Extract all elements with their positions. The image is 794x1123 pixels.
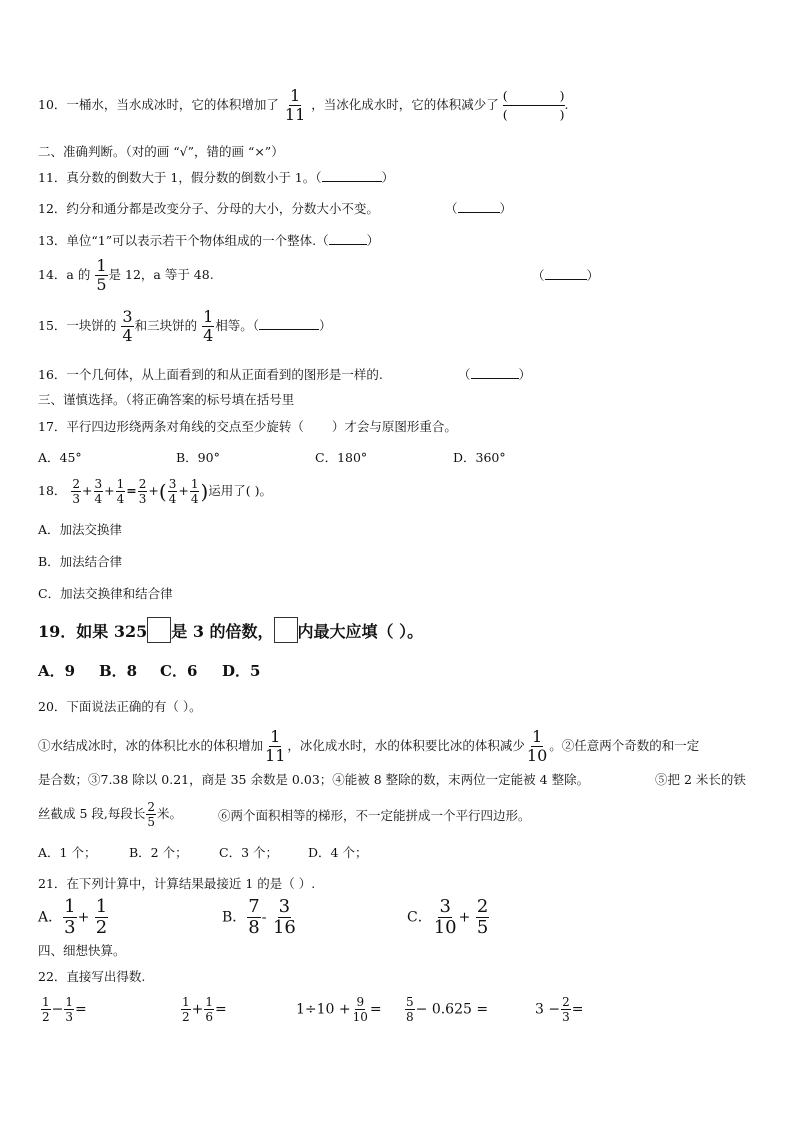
answer-blank-fraction[interactable]: $\frac{( )}{( )}$ bbox=[502, 88, 565, 122]
expression-5: 3 − $\frac{2}{3}$ = bbox=[535, 995, 584, 1024]
option-c[interactable]: C．6 bbox=[160, 662, 198, 680]
question-14: 14．a 的 $\frac{1}{5}$ 是 12，a 等于 48. bbox=[38, 256, 214, 294]
option-a[interactable]: A．加法交换律 bbox=[38, 522, 123, 537]
question-10: 10．一桶水，当水成冰时，它的体积增加了 $\frac{1}{11}$ ，当冰化成水时，它的体积减少了 $\frac{( )}{( )}$ . bbox=[38, 86, 569, 124]
option-d[interactable]: D．4 个； bbox=[308, 845, 368, 860]
option-a[interactable]: A．9 bbox=[38, 662, 76, 680]
question-14-answer: （ ） bbox=[532, 268, 600, 283]
option-b[interactable]: B．90° bbox=[176, 450, 220, 465]
question-20: 20．下面说法正确的有（ ）。 bbox=[38, 699, 202, 714]
fraction: $\frac{3}{4}$ bbox=[122, 307, 133, 345]
section-2-heading: 二、准确判断。（对的画 “√”，错的画 “×”） bbox=[38, 144, 284, 159]
fraction: $\frac{1}{4}$ bbox=[116, 477, 125, 506]
section-3-heading: 三、谨慎选择。（将正确答案的标号填在括号里 bbox=[38, 392, 295, 407]
expression-2: $\frac{1}{2}$ + $\frac{1}{6}$ = bbox=[182, 995, 227, 1024]
fraction: $\frac{3}{4}$ bbox=[94, 477, 103, 506]
question-15: 15．一块饼的 $\frac{3}{4}$ 和三块饼的 $\frac{1}{4}$ 相等。（ ） bbox=[38, 307, 332, 345]
option-a[interactable]: A． $\frac{1}{3}$ + $\frac{1}{2}$ bbox=[38, 896, 108, 938]
question-20-statement-3: 丝截成 5 段,每段长 $\frac{2}{5}$ 米。 bbox=[38, 800, 183, 829]
question-11: 11．真分数的倒数大于 1，假分数的倒数小于 1。（ ） bbox=[38, 170, 395, 185]
option-b[interactable]: B． $\frac{7}{8}$ - $\frac{3}{16}$ bbox=[222, 896, 296, 938]
fraction: $\frac{1}{5}$ bbox=[96, 256, 107, 294]
answer-blank[interactable] bbox=[322, 181, 382, 182]
expression-1: $\frac{1}{2}$ − $\frac{1}{3}$ = bbox=[42, 995, 87, 1024]
option-b[interactable]: B．2 个； bbox=[129, 845, 188, 860]
option-c[interactable]: C．180° bbox=[315, 450, 368, 465]
answer-box[interactable] bbox=[147, 617, 171, 643]
fraction: $\frac{3}{4}$ bbox=[168, 477, 177, 506]
option-a[interactable]: A．1 个； bbox=[38, 845, 97, 860]
option-c[interactable]: C．加法交换律和结合律 bbox=[38, 586, 173, 601]
fraction: $\frac{1}{10}$ bbox=[526, 727, 548, 765]
section-4-heading: 四、细想快算。 bbox=[38, 943, 126, 958]
question-20-statement-2: 是合数；③7.38 除以 0.21，商是 35 余数是 0.03；④能被 8 整除的数，末两位一定能被 4 整除。 bbox=[38, 772, 590, 787]
fraction: $\frac{1}{4}$ bbox=[190, 477, 199, 506]
option-a[interactable]: A．45° bbox=[38, 450, 82, 465]
option-c[interactable]: C． $\frac{3}{10}$ + $\frac{2}{5}$ bbox=[407, 896, 489, 938]
answer-blank[interactable] bbox=[545, 279, 587, 280]
answer-blank[interactable] bbox=[259, 329, 319, 330]
question-17: 17．平行四边形绕两条对角线的交点至少旋转（ ）才会与原图形重合。 bbox=[38, 419, 457, 434]
question-22: 22．直接写出得数. bbox=[38, 969, 146, 984]
question-20-statement-6: ⑥两个面积相等的梯形，不一定能拼成一个平行四边形。 bbox=[218, 808, 531, 823]
expression-3: 1÷10 + $\frac{9}{10}$ = bbox=[296, 995, 382, 1024]
option-d[interactable]: D．360° bbox=[453, 450, 506, 465]
question-21: 21．在下列计算中，计算结果最接近 1 的是（ ）. bbox=[38, 876, 316, 891]
fraction: $\frac{1}{4}$ bbox=[203, 307, 214, 345]
expression-4: $\frac{5}{8}$ − 0.625 = bbox=[406, 995, 489, 1024]
fraction: $\frac{2}{3}$ bbox=[72, 477, 81, 506]
question-16-answer: （ ） bbox=[458, 367, 532, 382]
answer-box[interactable] bbox=[274, 617, 298, 643]
option-b[interactable]: B．加法结合律 bbox=[38, 554, 123, 569]
question-12-answer: （ ） bbox=[445, 201, 513, 216]
answer-blank[interactable] bbox=[329, 244, 367, 245]
answer-blank[interactable] bbox=[458, 212, 500, 213]
question-20-statement-1: ①水结成冰时，冰的体积比水的体积增加 $\frac{1}{11}$ ，冰化成水时，水的体积要比冰的体积减少 $\frac{1}{10}$ 。②任意两个奇数的和一定 bbox=[38, 727, 700, 765]
fraction: $\frac{2}{3}$ bbox=[138, 477, 147, 506]
answer-blank[interactable] bbox=[471, 378, 519, 379]
question-18: 18． $\frac{2}{3}$ + $\frac{3}{4}$ + $\frac{1}{4}$ = $\frac{2}{3}$ +( $\frac{3}{4}$ + $\frac{1}{4}$ )运用了( )。 bbox=[38, 477, 273, 506]
fraction: $\frac{1}{11}$ bbox=[265, 727, 286, 765]
question-16: 16．一个几何体，从上面看到的和从正面看到的图形是一样的. bbox=[38, 367, 383, 382]
option-b[interactable]: B．8 bbox=[99, 662, 138, 680]
question-12: 12．约分和通分都是改变分子、分母的大小，分数大小不变。 bbox=[38, 201, 379, 216]
fraction: $\frac{2}{5}$ bbox=[147, 800, 156, 829]
fraction: $\frac{1}{11}$ bbox=[284, 86, 306, 124]
question-13: 13．单位“1”可以表示若干个物体组成的一个整体.（ ） bbox=[38, 233, 380, 248]
question-19: 19．如果 325 是 3 的倍数， 内最大应填（ ）。 bbox=[38, 617, 423, 643]
question-20-statement-5: ⑤把 2 米长的铁 bbox=[655, 772, 746, 787]
option-c[interactable]: C．3 个； bbox=[219, 845, 278, 860]
option-d[interactable]: D．5 bbox=[222, 662, 261, 680]
